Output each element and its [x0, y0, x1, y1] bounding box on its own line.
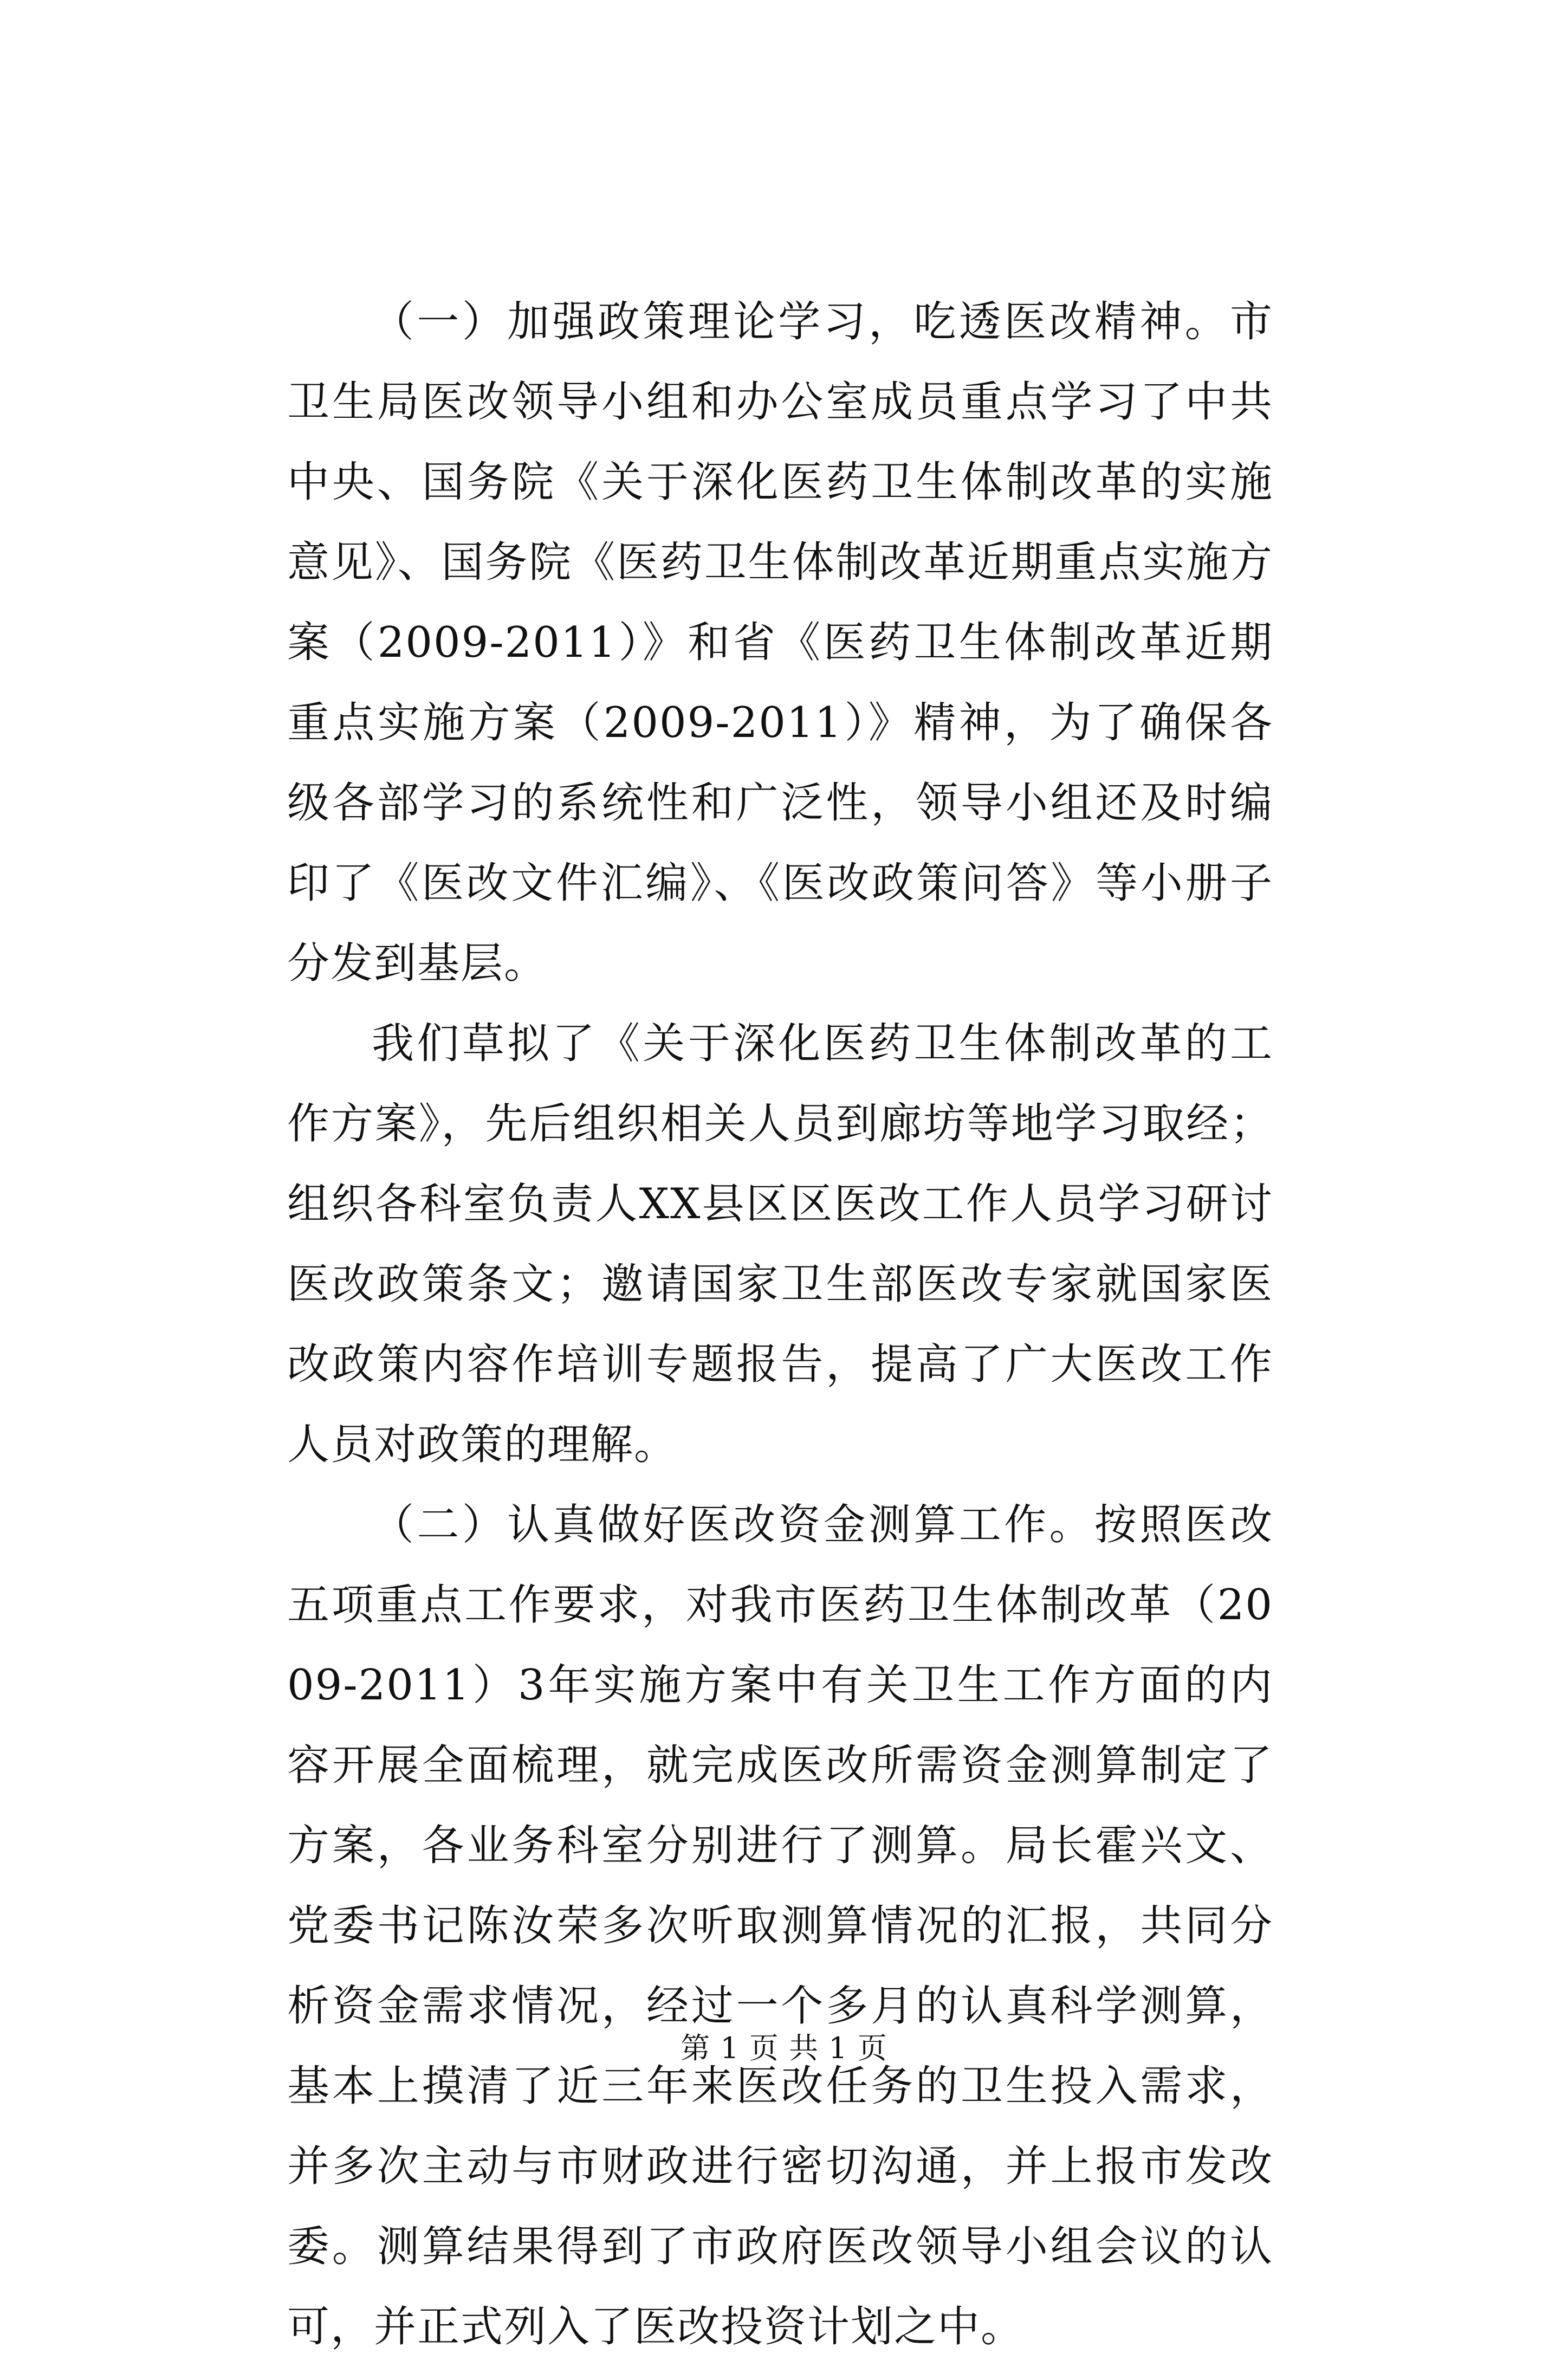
paragraph-work-plan: 我们草拟了《关于深化医药卫生体制改革的工作方案》，先后组织相关人员到廊坊等地学习取经；组织各科室负责人XX县区区医改工作人员学习研讨医改政策条文；邀请国家卫生部医改专家就国家医改政策内容作培训专题报告，提高了广大医改工作人员对政策的理解。	[287, 1019, 1273, 1469]
paragraph-funding-calculation: （二）认真做好医改资金测算工作。按照医改五项重点工作要求，对我市医药卫生体制改革（2009-2011）3年实施方案中有关卫生工作方面的内容开展全面梳理，就完成医改所需资金测算制定了方案，各业务科室分别进行了测算。局长霍兴文、党委书记陈汝荣多次听取测算情况的汇报，共同分析资金需求情况，经过一个多月的认真科学测算，基本上摸清了近三年来医改任务的卫生投入需求，并多次主动与市财政进行密切沟通，并上报市发改委。测算结果得到了市政府医改领导小组会议的认可，并正式列入了医改投资计划之中。	[287, 1501, 1273, 2351]
paragraph-policy-study: （一）加强政策理论学习，吃透医改精神。市卫生局医改领导小组和办公室成员重点学习了中共中央、国务院《关于深化医药卫生体制改革的实施意见》、国务院《医药卫生体制改革近期重点实施方案（2009-2011）》和省《医药卫生体制改革近期重点实施方案（2009-2011）》精神，为了确保各级各部学习的系统性和广泛性，领导小组还及时编印了《医改文件汇编》、《医改政策问答》等小册子分发到基层。	[287, 298, 1273, 988]
page-footer: 第 1 页 共 1 页	[681, 2031, 887, 2065]
